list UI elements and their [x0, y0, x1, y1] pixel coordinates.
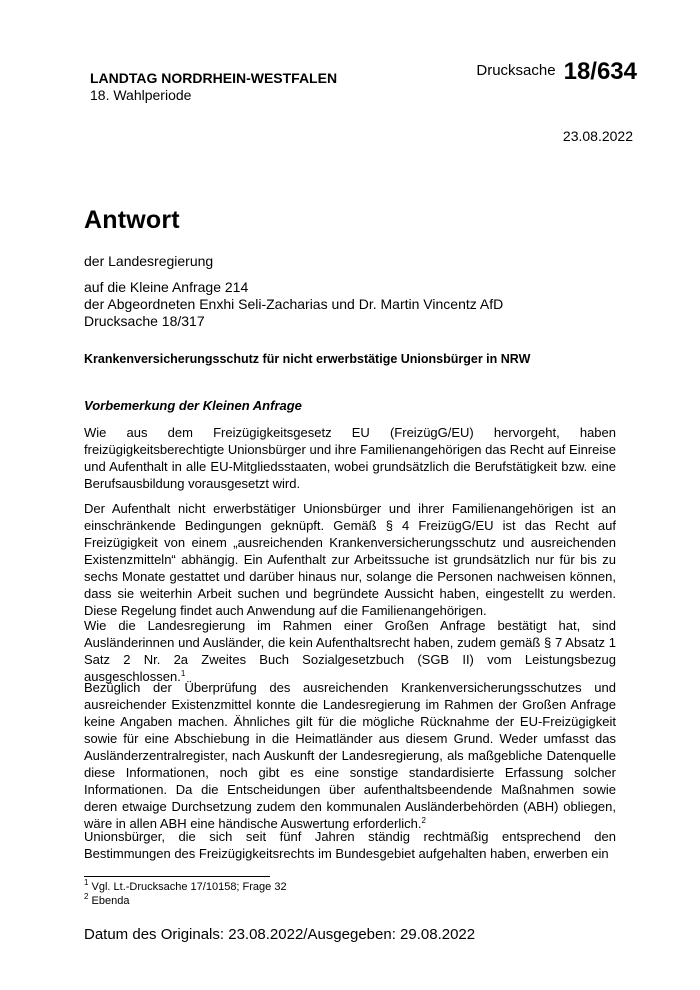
footnote	[84, 878, 287, 894]
paragraph: Unionsbürger, die sich seit fünf Jahren ständig rechtmäßig entsprechend den Bestimmungen des Freizügigkeitsrechts im Bundesgebiet aufgehalten haben, erwerben ein	[84, 829, 616, 861]
footnote-text: Ebenda	[91, 895, 130, 907]
header-right	[476, 58, 637, 86]
footnote-ref: 1	[180, 669, 186, 678]
footnote-mark: 1	[84, 878, 89, 887]
paragraph: Der Aufenthalt nicht erwerbstätiger Unionsbürger und ihrer Familienangehörigen ist an einschränkende Bedingungen geknüpft. Gemäß § 4 FreizügG/EU ist das Recht auf Freizügigkeit von einem „ausreichenden Krankenversicherungsschutz und ausreichenden Existenzmitteln“ abhängig. Ein Aufenthalt zur Arbeitssuche ist grundsätzlich nur für bis zu sechs Monate gestattet und darüber hinaus nur, solange die Personen nachweisen können, dass sie weiterhin Arbeit suchen und begründete Aussicht haben, eingestellt zu werden. Diese Regelung findet auch Anwendung auf die Familienangehörigen.	[84, 501, 616, 618]
section-heading: Vorbemerkung der Kleinen Anfrage	[84, 398, 302, 413]
intro-line-2: auf die Kleine Anfrage 214	[84, 279, 249, 295]
paragraph	[84, 617, 616, 685]
page-title: Antwort	[84, 206, 180, 234]
paragraph-text: Bezüglich der Überprüfung des ausreichenden Krankenversicherungsschutzes und ausreichender Existenzmittel konnte die Landesregierung im Rahmen der Großen Anfrage keine Angaben machen. Ähnliches gilt für die mögliche Rücknahme der EU-Freizügigkeit sowie für eine Abschiebung in die Heimatländer aus diesem Grund. Weder umfasst das Ausländerzentralregister, nach Auskunft der Landesregierung, als maßgebliche Datenquelle diese Informationen, noch gibt es eine sonstige standardisierte Erfassung solcher Informationen. Da die Entscheidungen über aufenthaltsbeendende Maßnahmen sowie deren etwaige Durchsetzung zudem den kommunalen Ausländerbehörden (ABH) obliegen, wäre in allen ABH eine händische Auswertung erforderlich.	[84, 680, 616, 831]
parliament-name: LANDTAG NORDRHEIN-WESTFALEN	[90, 70, 338, 86]
paragraph-text: Wie die Landesregierung im Rahmen einer Großen Anfrage bestätigt hat, sind Ausländerinnen und Ausländer, die kein Aufenthaltsrecht haben, zudem gemäß § 7 Absatz 1 Satz 2 Nr. 2a Zweites Buch Sozialgesetzbuch (SGB II) vom Leistungsbezug ausgeschlossen.	[84, 618, 616, 684]
footnote-divider	[84, 876, 270, 877]
footnote-ref: 2	[421, 816, 426, 825]
intro-line-1: der Landesregierung	[84, 253, 214, 269]
footnote-mark: 2	[84, 892, 89, 901]
subject-heading: Krankenversicherungsschutz für nicht erwerbstätige Unionsbürger in NRW	[84, 352, 531, 366]
election-period: 18. Wahlperiode	[90, 87, 192, 103]
paragraph	[84, 679, 616, 832]
footer-dates: Datum des Originals: 23.08.2022/Ausgegeben: 29.08.2022	[84, 926, 476, 943]
paragraph: Wie aus dem Freizügigkeitsgesetz EU (FreizügG/EU) hervorgeht, haben freizügigkeitsberechtigte Unionsbürger und ihre Familienangehörigen das Recht auf Einreise und Aufenthalt in alle EU-Mitgliedsstaaten, wobei grundsätzlich die Berufstätigkeit bzw. eine Berufsausbildung vorausgesetzt wird.	[84, 425, 616, 491]
footnote-text: Vgl. Lt.-Drucksache 17/10158; Frage 32	[91, 881, 287, 893]
doc-number: 18/634	[563, 58, 637, 85]
doc-label: Drucksache	[476, 62, 556, 79]
header-left	[90, 70, 337, 104]
document-date: 23.08.2022	[562, 128, 633, 144]
intro-line-4: Drucksache 18/317	[84, 313, 205, 329]
intro-line-3: der Abgeordneten Enxhi Seli-Zacharias und Dr. Martin Vincentz AfD	[84, 296, 504, 312]
footnote	[84, 892, 130, 908]
